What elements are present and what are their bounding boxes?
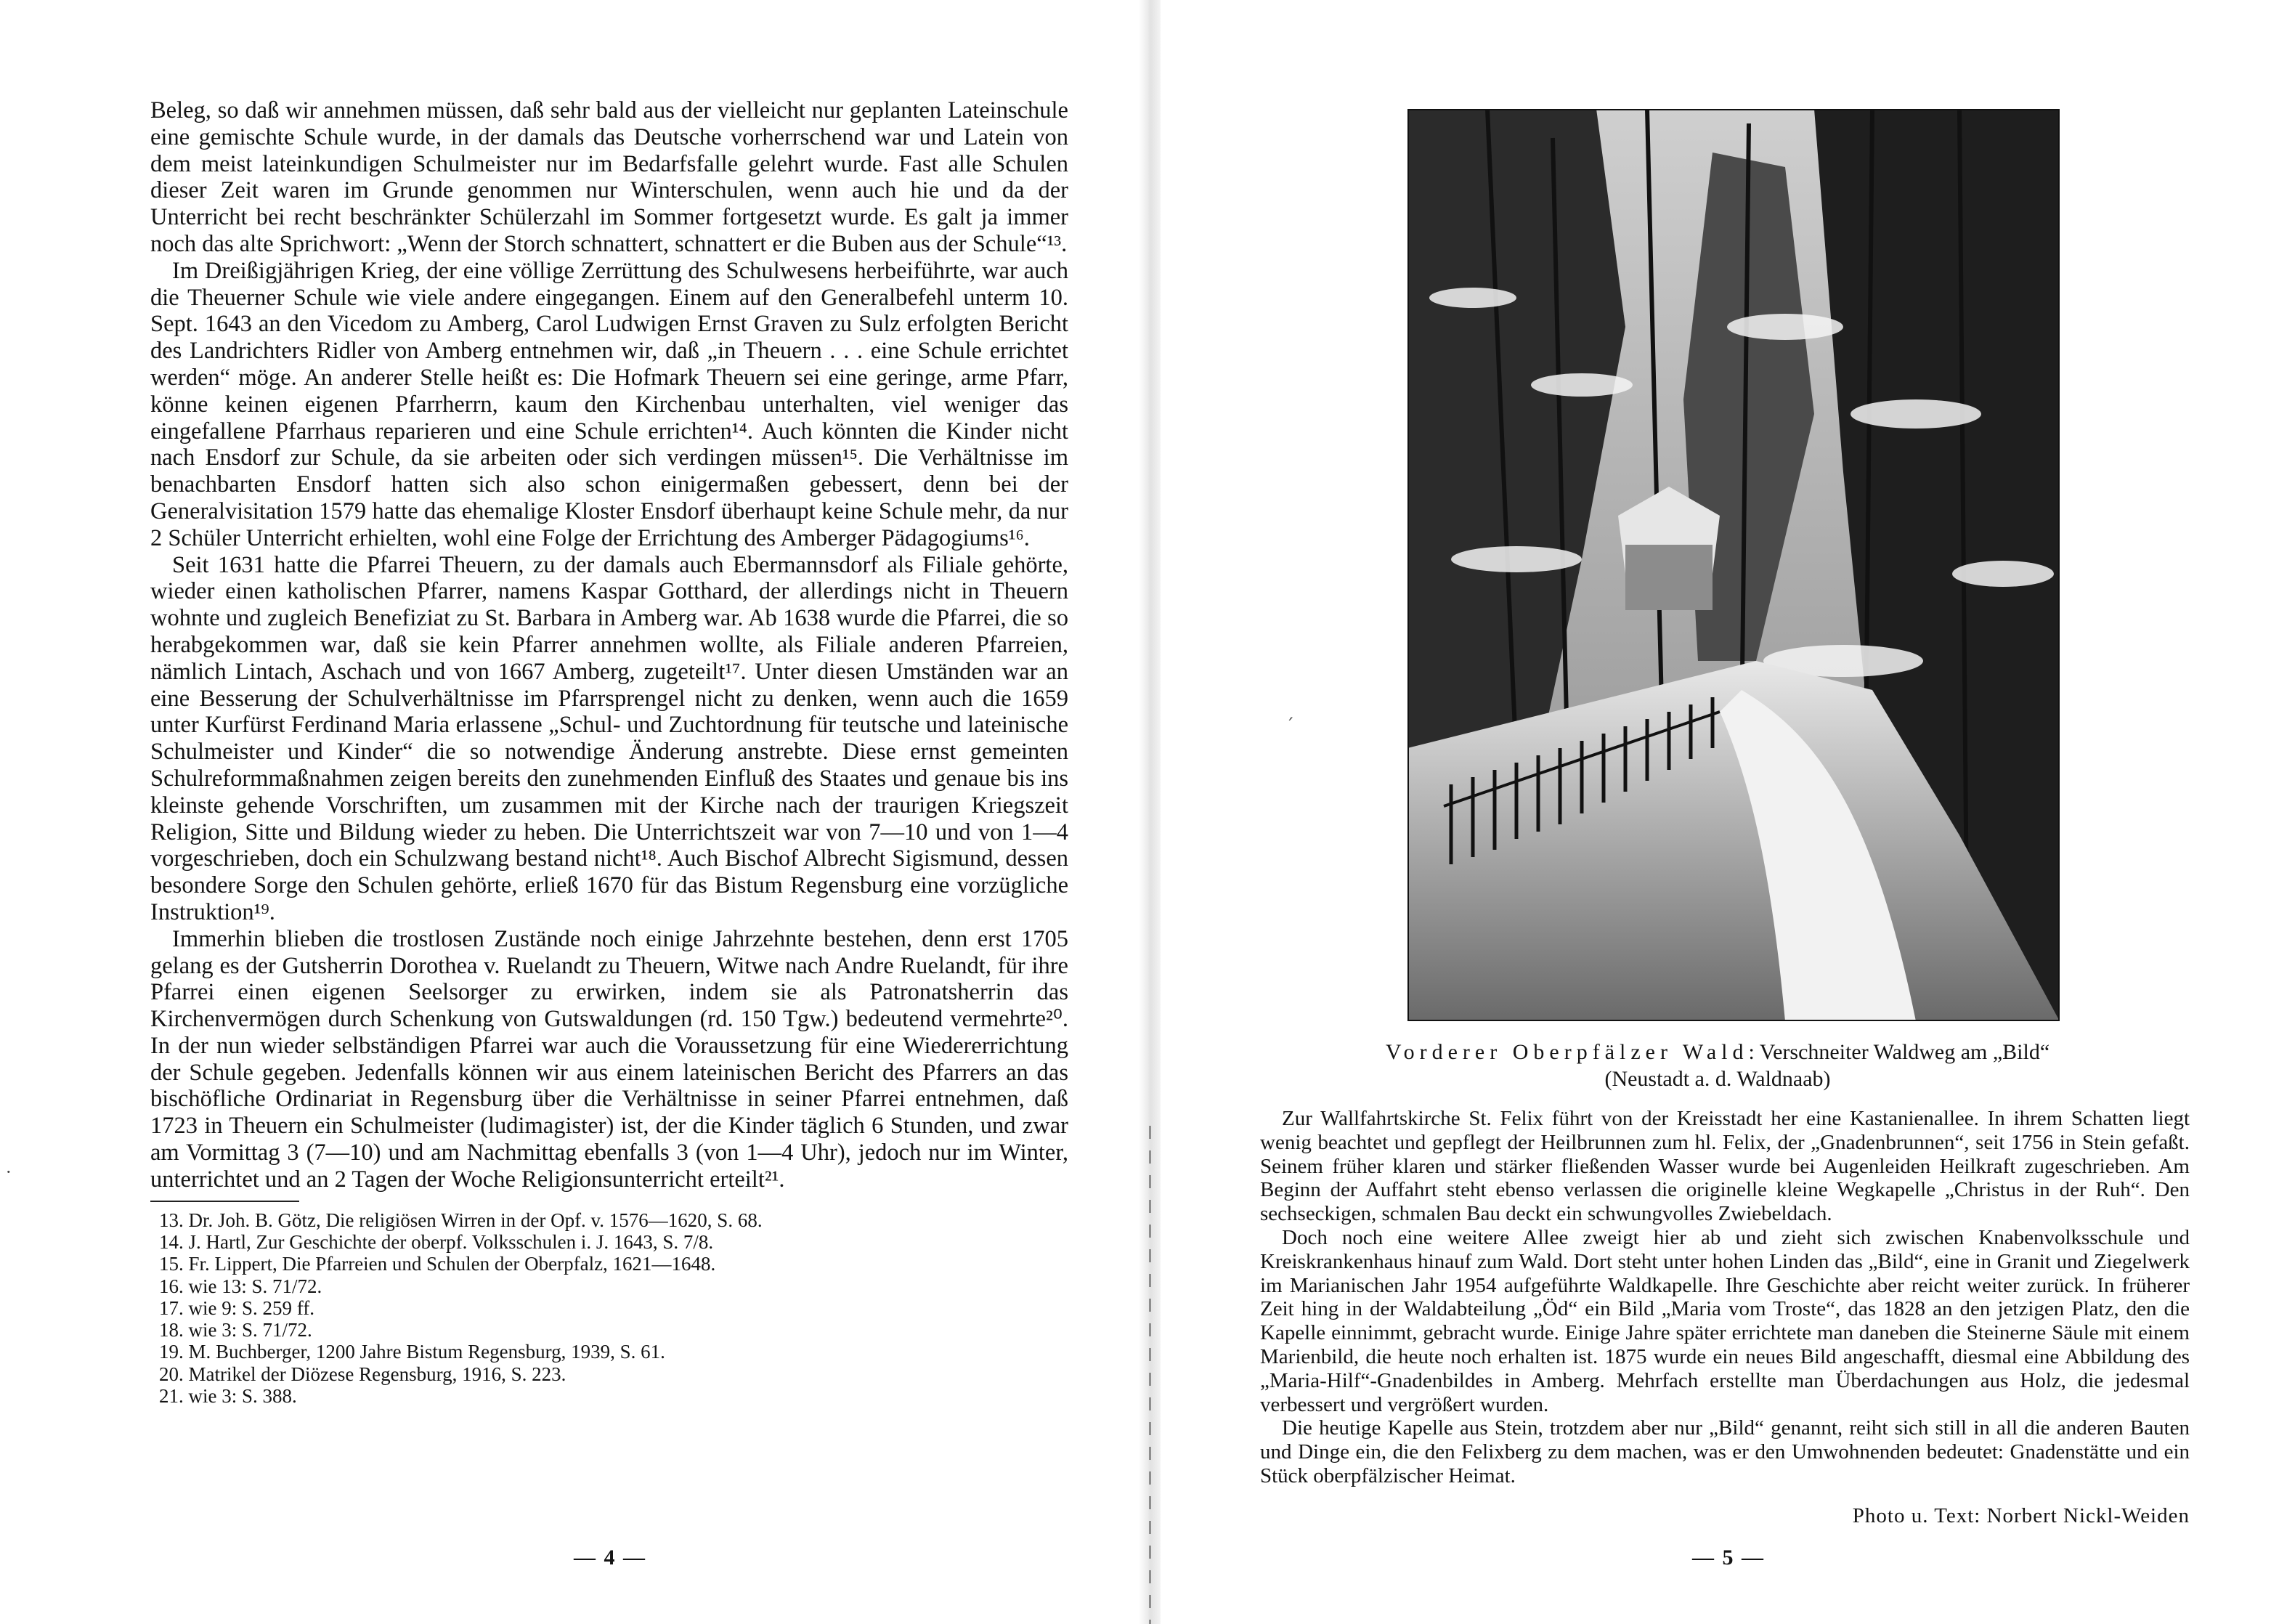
footnotes [150,1209,1068,1408]
photo-credit: Photo u. Text: Norbert Nickl-Weiden [1852,1503,2190,1527]
footnote: 14. J. Hartl, Zur Geschichte der oberpf. Volksschulen i. J. 1643, S. 7/8. [159,1230,714,1253]
paragraph: Zur Wallfahrtskirche St. Felix führt von der Kreisstadt her eine Kastanienallee. In ihrem Schatten liegt wenig beachtet und gepflegt der Heilbrunnen zum hl. Felix, der „Gnadenbrunnen“, seit 1756 in Stein gefaßt. Seinem früher klaren und stärker fließenden Wasser wurde bei Augenleiden Heilkraft zugeschrieben. Am Beginn der Auffahrt steht ebenso verlassen die originelle kleine Wegkapelle „Christus in der Ruh“. Den sechseckigen, schmalen Bau deckt ein schwungvolles Zwiebeldach. [1260,1107,2190,1226]
footnote: 18. wie 3: S. 71/72. [159,1319,312,1341]
paragraph: Im Dreißigjährigen Krieg, der eine völlige Zerrüttung des Schulwesens herbeiführte, war auch die Theuerner Schule wie viele andere eingegangen. Einem auf den Generalbefehl unterm 10. Sept. 1643 an den Vicedom zu Amberg, Carol Ludwigen Ernst Graven zu Sulz erfolgten Bericht des Landrichters Ridler von Amberg entnehmen wir, daß „in Theuern . . . eine Schule errichtet werden“ möge. An anderer Stelle heißt es: Die Hofmark Theuern sei eine geringe, arme Pfarr, könne keinen eigenen Pfarrherrn, kaum den Kirchenbau unterhalten, viel weniger das eingefallene Pfarrhaus reparieren und eine Schule errichten¹⁴. Auch könnten die Kinder nicht nach Ensdorf zur Schule, da sie arbeiten oder sich verdingen müssen¹⁵. Die Verhältnisse im benachbarten Ensdorf hatten sich also schon einigermaßen gebessert, denn bei der Generalvisitation 1579 hatte das ehemalige Kloster Ensdorf überhaupt keine Schule mehr, da nur 2 Schüler Unterricht erhielten, wohl eine Folge der Errichtung des Amberger Pädagogiums¹⁶. [150,257,1068,551]
footnote: 17. wie 9: S. 259 ff. [159,1296,314,1319]
paragraph: Immerhin blieben die trostlosen Zustände noch einige Jahrzehnte bestehen, denn erst 1705 gelang es der Gutsherrin Dorothea v. Ruelandt zu Theuern, Witwe nach Andre Ruelandt, für ihre Pfarrei einen eigenen Seelsorger zu erwirken, indem sie als Patronatsherrin das Kirchenvermögen durch Schenkung von Gutswaldungen (rd. 150 Tgw.) bedeutend vermehrte²⁰. In der nun wieder selbständigen Pfarrei war auch die Voraussetzung für eine Wiedererrichtung der Schule gegeben. Jedenfalls können wir aus einem lateinischen Bericht des Pfarrers an das bischöfliche Ordinariat in Regensburg über die Verhältnisse in seiner Pfarrei entnehmen, daß 1723 in Theuern ein Schulmeister (ludimagister) ist, der die Kinder täglich 6 Stunden, und zwar am Vormittag 3 (7—10) und am Nachmittag ebenfalls 3 (von 1—4 Uhr), jedoch nur im Winter, unterrichtet und an 2 Tagen der Woche Religionsunterricht erteilt²¹. [150,925,1068,1193]
photo-caption [1246,1039,2190,1092]
caption-text: : Verschneiter Waldweg am „Bild“ [1748,1040,2050,1064]
right-page [1246,109,2190,1528]
left-page-body [150,97,1068,1193]
caption-region: Vorderer Oberpfälzer Wald [1385,1040,1749,1064]
stray-mark: · [6,1162,12,1182]
page-number-right: — 5 — [1692,1546,1765,1570]
footnote: 21. wie 3: S. 388. [159,1385,297,1408]
paragraph: Seit 1631 hatte die Pfarrei Theuern, zu der damals auch Ebermannsdorf als Filiale gehörte, wieder einen katholischen Pfarrer, namens Kaspar Gotthard, der allerdings nicht in Theuern wohnte und zugleich Benefiziat zu St. Barbara in Amberg war. Ab 1638 wurde die Pfarrei, die so herabgekommen war, daß sie kein Pfarrer annehmen wollte, als Filiale anderen Pfarreien, nämlich Lintach, Aschach und von 1667 Amberg, zugeteilt¹⁷. Unter diesen Umständen war an eine Besserung der Schulverhältnisse im Pfarrsprengel nicht zu denken, wenn auch die 1659 unter Kurfürst Ferdinand Maria erlassene „Schul- und Zuchtordnung für teutsche und lateinische Schulmeister und Kinder“ die so notwendige Änderung anstrebte. Diese ernst gemeinten Schulreformmaßnahmen zeigen bereits den zunehmenden Einfluß des Staates und genaue bis ins kleinste gehende Vorschriften, um zusammen mit der Kirche nach der traurigen Kriegszeit Religion, Sitte und Bildung wieder zu heben. Die Unterrichtszeit war von 7—10 und von 1—4 vorgeschrieben, doch ein Schulzwang bestand nicht¹⁸. Auch Bischof Albrecht Sigismund, dessen besondere Sorge den Schulen gehörte, erließ 1670 für das Bistum Regensburg eine vorzügliche Instruktion¹⁹. [150,551,1068,925]
paragraph: Beleg, so daß wir annehmen müssen, daß sehr bald aus der vielleicht nur geplanten Lateinschule eine gemischte Schule wurde, in der damals das Deutsche vorherrschend war und Latein von dem meist lateinkundigen Schulmeister nur im Bedarfsfalle gelehrt wurde. Fast alle Schulen dieser Zeit waren im Grunde genommen nur Winterschulen, wenn auch hie und da der Unterricht bei recht beschränkter Schülerzahl im Sommer fortgesetzt wurde. Es galt ja immer noch das alte Sprichwort: „Wenn der Storch schnattert, schnattert er die Buben aus der Schule“¹³. [150,97,1068,257]
caption-line-1 [1246,1039,2190,1065]
footnote: 13. Dr. Joh. B. Götz, Die religiösen Wirren in der Opf. v. 1576—1620, S. 68. [159,1209,763,1231]
right-page-body [1246,1107,2190,1488]
snow-forest-photo [1407,109,2060,1021]
caption-line-2: (Neustadt a. d. Waldnaab) [1604,1067,1831,1091]
book-gutter [1139,0,1161,1624]
left-page [150,97,1068,1407]
paragraph: Doch noch eine weitere Allee zweigt hier ab und zieht sich zwischen Knabenvolksschule und Kreiskrankenhaus hinauf zum Wald. Dort steht unter hohen Linden das „Bild“, eine in Granit und Ziegelwerk im Marianischen Jahr 1954 aufgeführte Waldkapelle. Ihre Geschichte aber reicht weiter zurück. In früherer Zeit hing in der Waldabteilung „Öd“ ein Bild „Maria vom Troste“, das 1828 an den jetzigen Platz, den die Kapelle einnimmt, gebracht wurde. Einige Jahre später errichtete man daneben die Steinerne Säule mit einem Marienbild, die heute noch erhalten ist. 1875 wurde ein neues Bild angeschafft, diesmal eine Abbildung des „Maria-Hilf“-Gnadenbildes in Amberg. Mehrfach erstellte man Überdachungen aus Holz, die jedesmal verbessert und vergrößert wurden. [1260,1225,2190,1416]
footnote: 19. M. Buchberger, 1200 Jahre Bistum Regensburg, 1939, S. 61. [159,1341,665,1363]
page-number-left: — 4 — [574,1546,646,1570]
footnote-divider [150,1201,299,1202]
footnote: 16. wie 13: S. 71/72. [159,1275,322,1297]
footnote: 20. Matrikel der Diözese Regensburg, 1916, S. 223. [159,1363,566,1385]
paragraph: Die heutige Kapelle aus Stein, trotzdem aber nur „Bild“ genannt, reiht sich still in all die anderen Bauten und Dinge ein, die den Felixberg zu dem machen, was er den Umwohnenden bedeutet: Gnadenstätte und ein Stück oberpfälzischer Heimat. [1260,1416,2190,1487]
stray-mark: ˊ [1285,715,1294,736]
photo-illustration [1407,109,2060,1021]
footnote: 15. Fr. Lippert, Die Pfarreien und Schulen der Oberpfalz, 1621—1648. [159,1253,716,1275]
